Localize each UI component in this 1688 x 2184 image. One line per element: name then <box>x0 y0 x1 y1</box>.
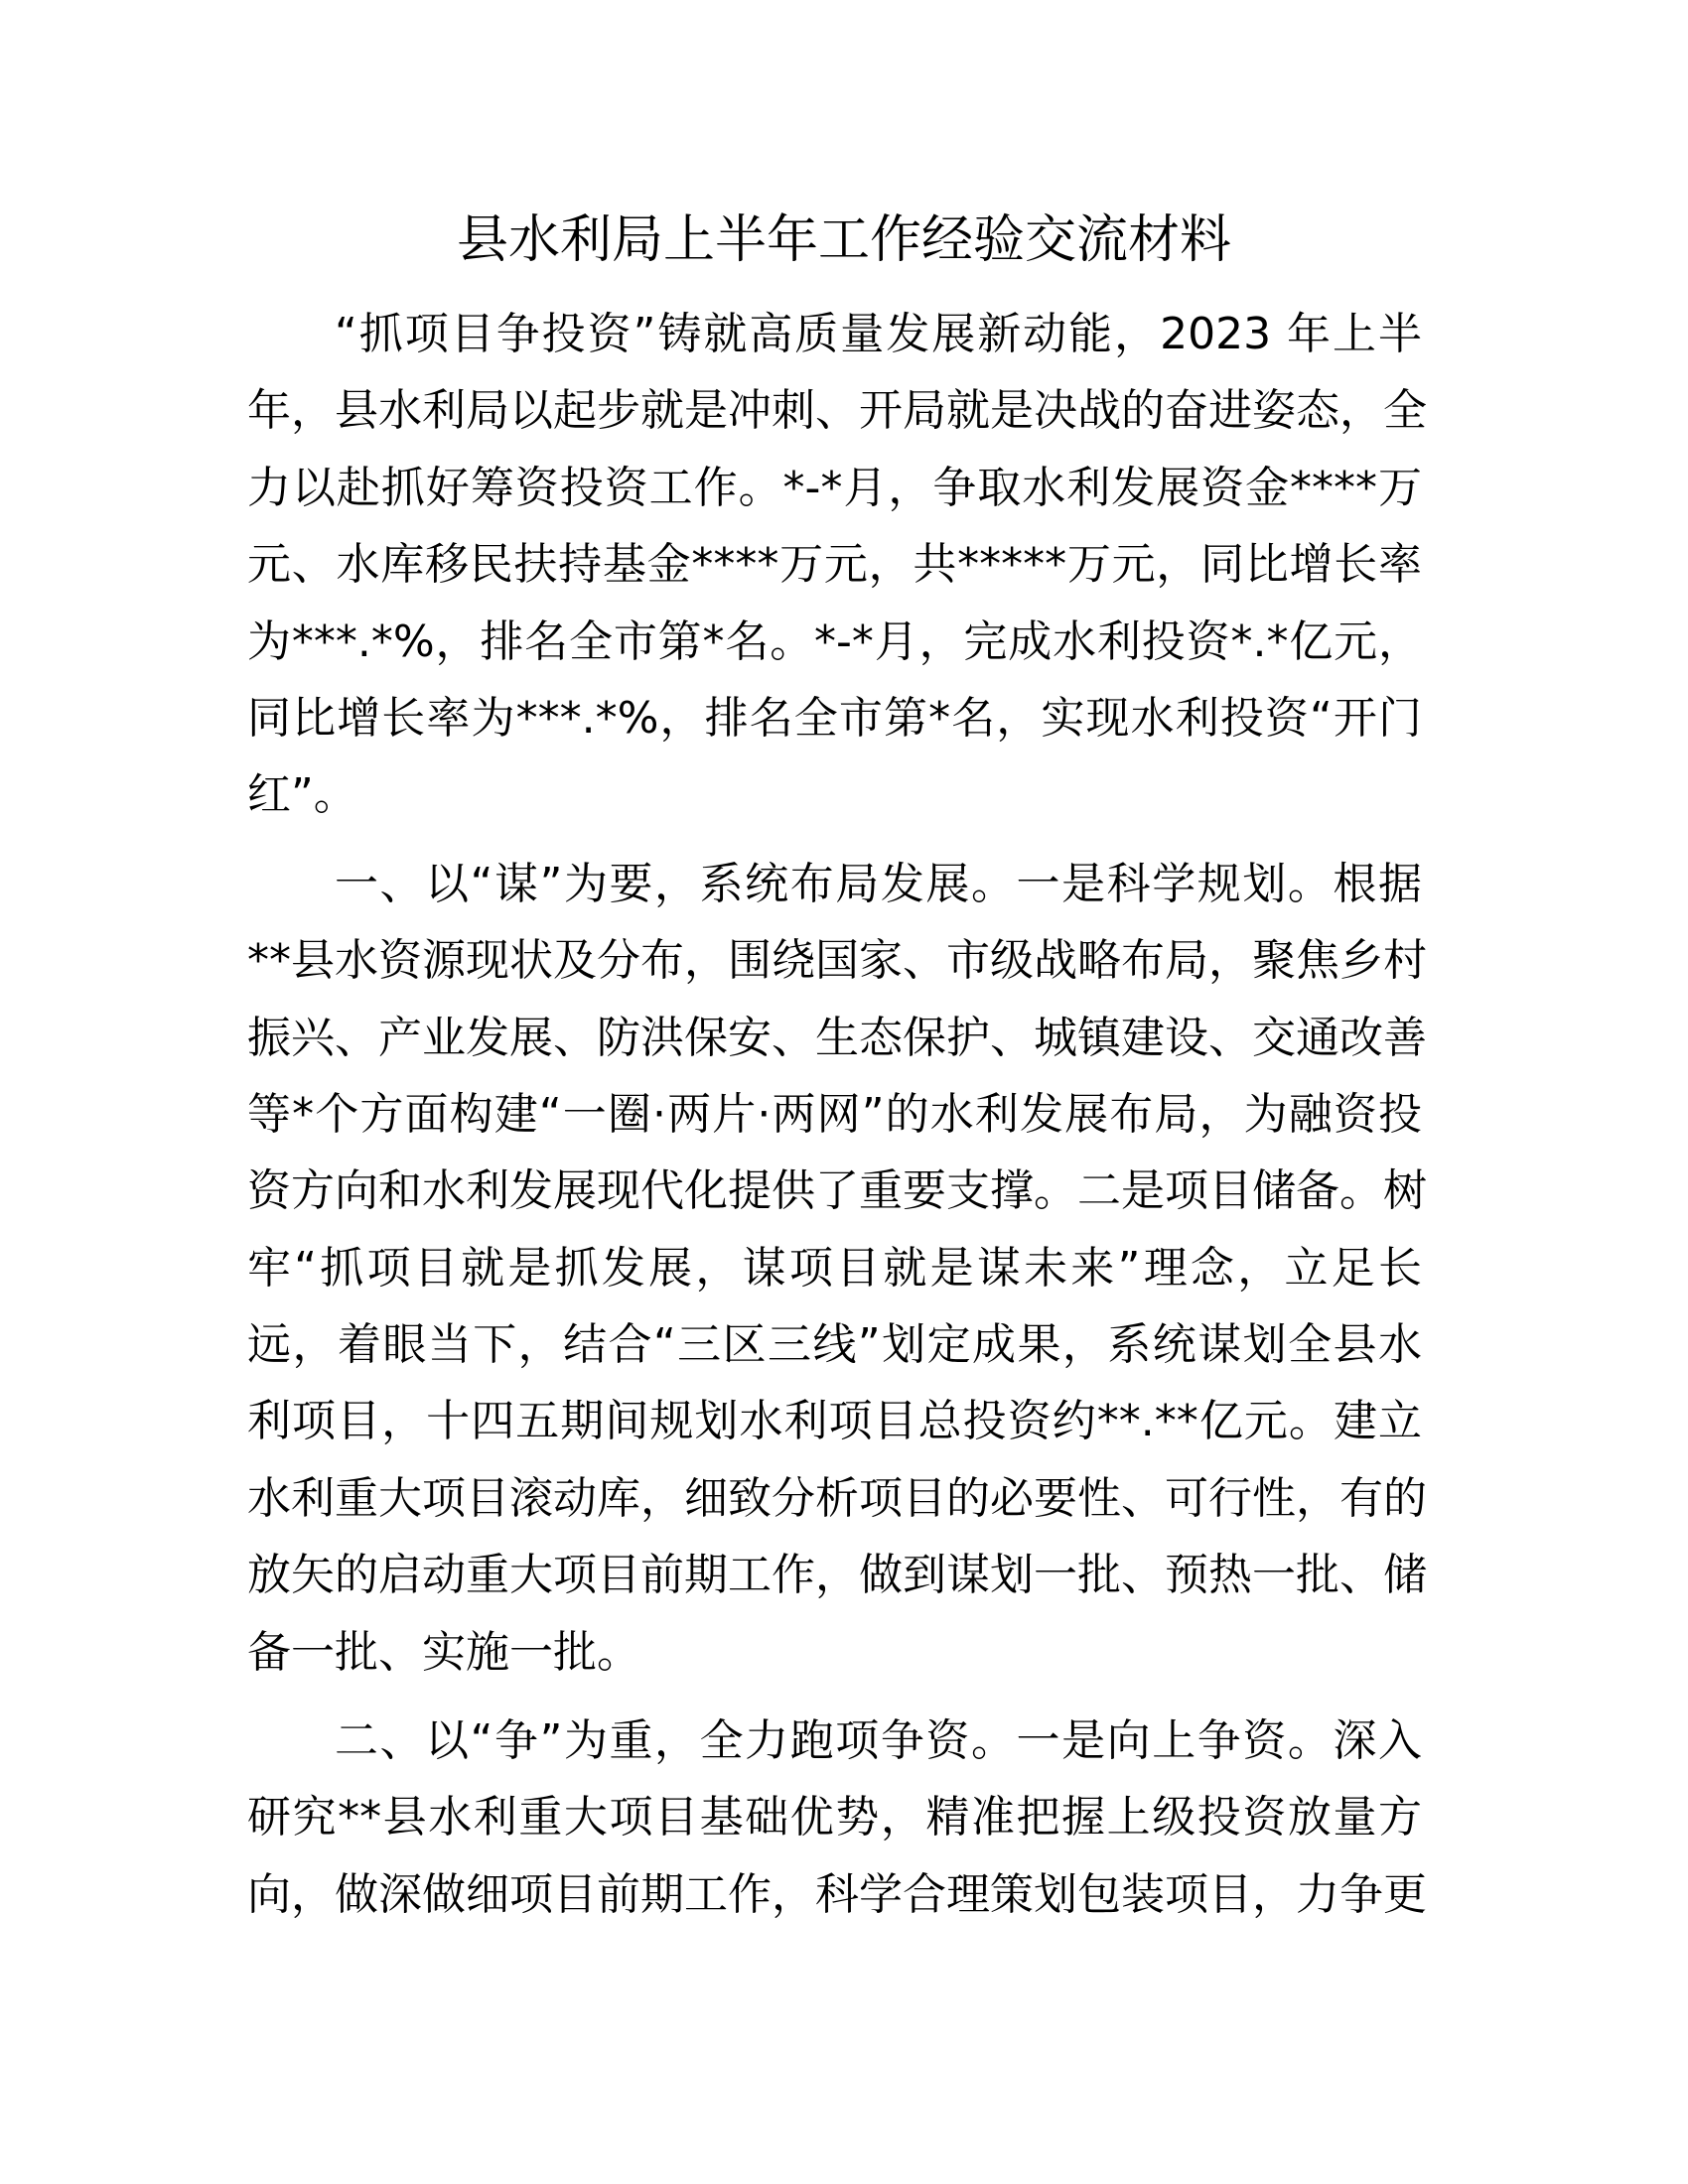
text-line: 等*个方面构建“一圈·两片·两网”的水利发展布局，为融资投 <box>247 1088 1422 1140</box>
document-title: 县水利局上半年工作经验交流材料 <box>456 210 1231 270</box>
paragraph <box>247 846 1427 1691</box>
text-line: 研究**县水利重大项目基础优势，精准把握上级投资放量方 <box>247 1792 1422 1843</box>
text-line: 备一批、实施一批。 <box>247 1626 640 1678</box>
text-line: 向，做深做细项目前期工作，科学合理策划包装项目，力争更 <box>247 1868 1427 1920</box>
text-line: “抓项目争投资”铸就高质量发展新动能，2023 年上半 <box>335 309 1422 359</box>
paragraph <box>247 1703 1427 1933</box>
text-line: 利项目，十四五期间规划水利项目总投资约**.**亿元。建立 <box>247 1396 1422 1447</box>
text-line: 牢“抓项目就是抓发展，谋项目就是谋未来”理念，立足长 <box>247 1242 1422 1294</box>
text-line: 资方向和水利发展现代化提供了重要支撑。二是项目储备。树 <box>247 1165 1427 1217</box>
text-line: 振兴、产业发展、防洪保安、生态保护、城镇建设、交通改善 <box>247 1012 1427 1063</box>
text-line: 为***.*%，排名全市第*名。*-*月，完成水利投资*.*亿元， <box>247 615 1422 667</box>
paragraph <box>247 296 1427 834</box>
text-line: **县水资源现状及分布，围绕国家、市级战略布局，聚焦乡村 <box>247 935 1427 987</box>
text-line: 年，县水利局以起步就是冲刺、开局就是决战的奋进姿态，全 <box>247 385 1427 437</box>
text-line: 红”。 <box>247 769 357 821</box>
text-line: 元、水库移民扶持基金****万元，共*****万元，同比增长率 <box>247 539 1422 591</box>
text-line: 力以赴抓好筹资投资工作。*-*月，争取水利发展资金****万 <box>247 462 1422 513</box>
text-line: 水利重大项目滚动库，细致分析项目的必要性、可行性，有的 <box>247 1472 1427 1524</box>
text-line: 放矢的启动重大项目前期工作，做到谋划一批、预热一批、储 <box>247 1550 1427 1601</box>
text-line: 一、以“谋”为要，系统布局发展。一是科学规划。根据 <box>335 858 1422 909</box>
document-body <box>247 296 1427 1945</box>
text-line: 远，着眼当下，结合“三区三线”划定成果，系统谋划全县水 <box>247 1319 1422 1371</box>
text-line: 同比增长率为***.*%，排名全市第*名，实现水利投资“开门 <box>247 692 1422 744</box>
text-line: 二、以“争”为重，全力跑项争资。一是向上争资。深入 <box>335 1715 1422 1767</box>
